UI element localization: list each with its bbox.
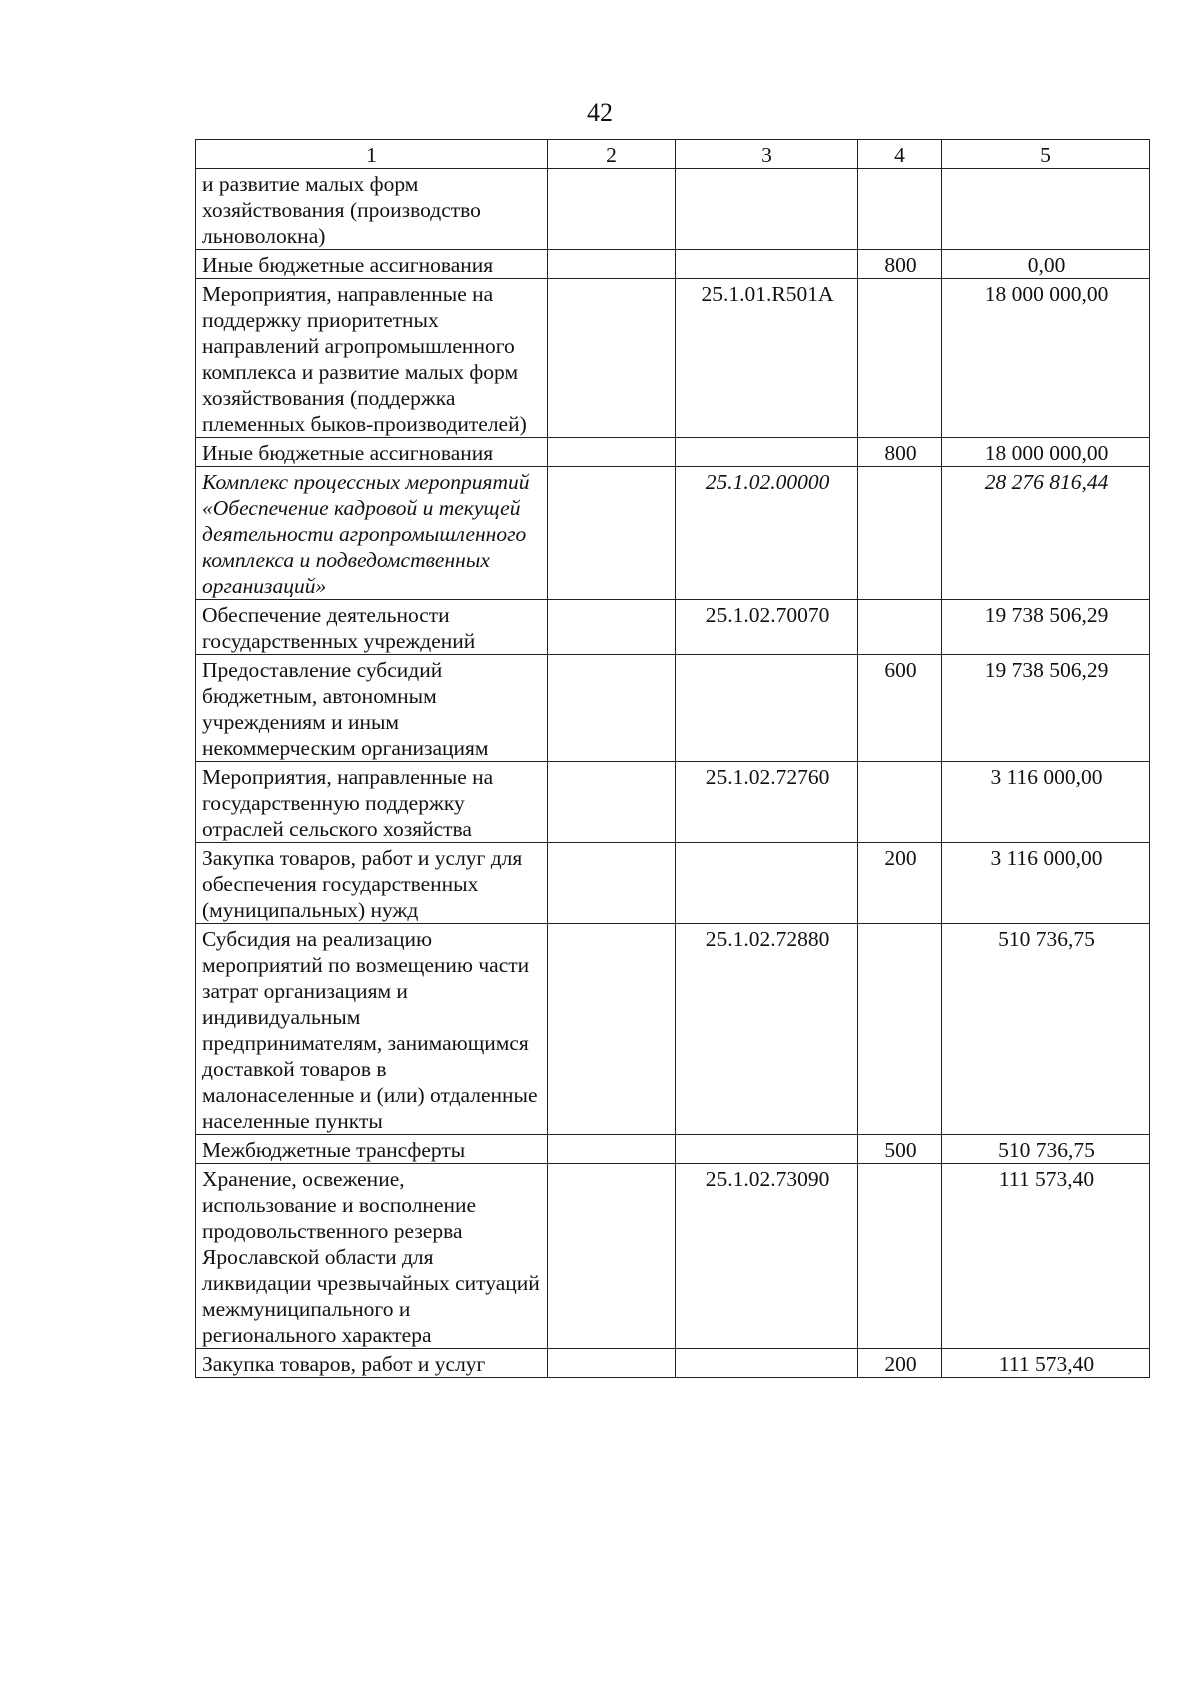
row-kvr-cell [858,467,942,600]
row-sum-cell: 28 276 816,44 [942,467,1150,600]
table-row [196,1349,1150,1378]
row-kvr-cell: 500 [858,1135,942,1164]
row-code-cell [676,250,858,279]
row-sum-cell: 3 116 000,00 [942,843,1150,924]
row-col2-cell [548,1164,676,1349]
table-row [196,467,1150,600]
row-col2-cell [548,1135,676,1164]
row-col2-cell [548,843,676,924]
row-col2-cell [548,762,676,843]
table-row [196,1164,1150,1349]
row-kvr-cell [858,279,942,438]
row-name-cell: Комплекс процессных мероприятий «Обеспечение кадровой и текущей деятельности агропромышленного комплекса и подведомственных организаций» [196,467,548,600]
row-code-cell: 25.1.01.R501A [676,279,858,438]
row-col2-cell [548,1349,676,1378]
row-kvr-cell: 600 [858,655,942,762]
row-sum-cell: 0,00 [942,250,1150,279]
table-row [196,762,1150,843]
row-sum-cell: 18 000 000,00 [942,438,1150,467]
table-row [196,843,1150,924]
row-kvr-cell: 200 [858,1349,942,1378]
row-code-cell [676,655,858,762]
row-sum-cell: 19 738 506,29 [942,655,1150,762]
header-cell-4: 4 [858,140,942,169]
row-col2-cell [548,279,676,438]
table-row [196,600,1150,655]
table-row [196,1135,1150,1164]
budget-table [195,139,1150,1378]
row-col2-cell [548,438,676,467]
row-code-cell: 25.1.02.72760 [676,762,858,843]
header-row [196,140,1150,169]
header-cell-1: 1 [196,140,548,169]
row-col2-cell [548,169,676,250]
page-number: 42 [587,98,613,127]
row-name-cell: Мероприятия, направленные на государственную поддержку отраслей сельского хозяйства [196,762,548,843]
row-code-cell: 25.1.02.72880 [676,924,858,1135]
row-code-cell [676,438,858,467]
row-kvr-cell: 800 [858,250,942,279]
row-name-cell: Мероприятия, направленные на поддержку приоритетных направлений агропромышленного комплекса и развитие малых форм хозяйствования (поддержка племенных быков-производителей) [196,279,548,438]
row-sum-cell: 3 116 000,00 [942,762,1150,843]
row-name-cell: Субсидия на реализацию мероприятий по возмещению части затрат организациям и индивидуальным предпринимателям, занимающимся доставкой товаров в малонаселенные и (или) отдаленные населенные пункты [196,924,548,1135]
row-kvr-cell [858,924,942,1135]
header-cell-2: 2 [548,140,676,169]
row-name-cell: Обеспечение деятельности государственных учреждений [196,600,548,655]
table-row [196,438,1150,467]
table-row [196,655,1150,762]
row-name-cell: Закупка товаров, работ и услуг [196,1349,548,1378]
table-header [196,140,1150,169]
row-col2-cell [548,655,676,762]
row-code-cell [676,843,858,924]
row-code-cell [676,1349,858,1378]
row-code-cell: 25.1.02.73090 [676,1164,858,1349]
row-name-cell: Хранение, освежение, использование и восполнение продовольственного резерва Ярославской области для ликвидации чрезвычайных ситуаций межмуниципального и регионального характера [196,1164,548,1349]
table-row [196,169,1150,250]
header-cell-5: 5 [942,140,1150,169]
row-kvr-cell: 200 [858,843,942,924]
row-code-cell [676,1135,858,1164]
row-kvr-cell [858,600,942,655]
row-sum-cell: 510 736,75 [942,924,1150,1135]
row-code-cell: 25.1.02.00000 [676,467,858,600]
row-kvr-cell [858,169,942,250]
row-name-cell: Иные бюджетные ассигнования [196,438,548,467]
row-name-cell: Закупка товаров, работ и услуг для обеспечения государственных (муниципальных) нужд [196,843,548,924]
row-sum-cell: 19 738 506,29 [942,600,1150,655]
row-code-cell: 25.1.02.70070 [676,600,858,655]
header-cell-3: 3 [676,140,858,169]
table-row [196,924,1150,1135]
row-sum-cell [942,169,1150,250]
table-row [196,279,1150,438]
row-name-cell: Иные бюджетные ассигнования [196,250,548,279]
row-sum-cell: 111 573,40 [942,1349,1150,1378]
row-sum-cell: 111 573,40 [942,1164,1150,1349]
row-kvr-cell [858,1164,942,1349]
row-col2-cell [548,600,676,655]
row-name-cell: Предоставление субсидий бюджетным, автономным учреждениям и иным некоммерческим организациям [196,655,548,762]
row-sum-cell: 18 000 000,00 [942,279,1150,438]
row-code-cell [676,169,858,250]
table-row [196,250,1150,279]
row-col2-cell [548,250,676,279]
row-kvr-cell [858,762,942,843]
row-kvr-cell: 800 [858,438,942,467]
row-name-cell: и развитие малых форм хозяйствования (производство льноволокна) [196,169,548,250]
row-sum-cell: 510 736,75 [942,1135,1150,1164]
row-col2-cell [548,924,676,1135]
table-body [196,169,1150,1378]
row-col2-cell [548,467,676,600]
row-name-cell: Межбюджетные трансферты [196,1135,548,1164]
